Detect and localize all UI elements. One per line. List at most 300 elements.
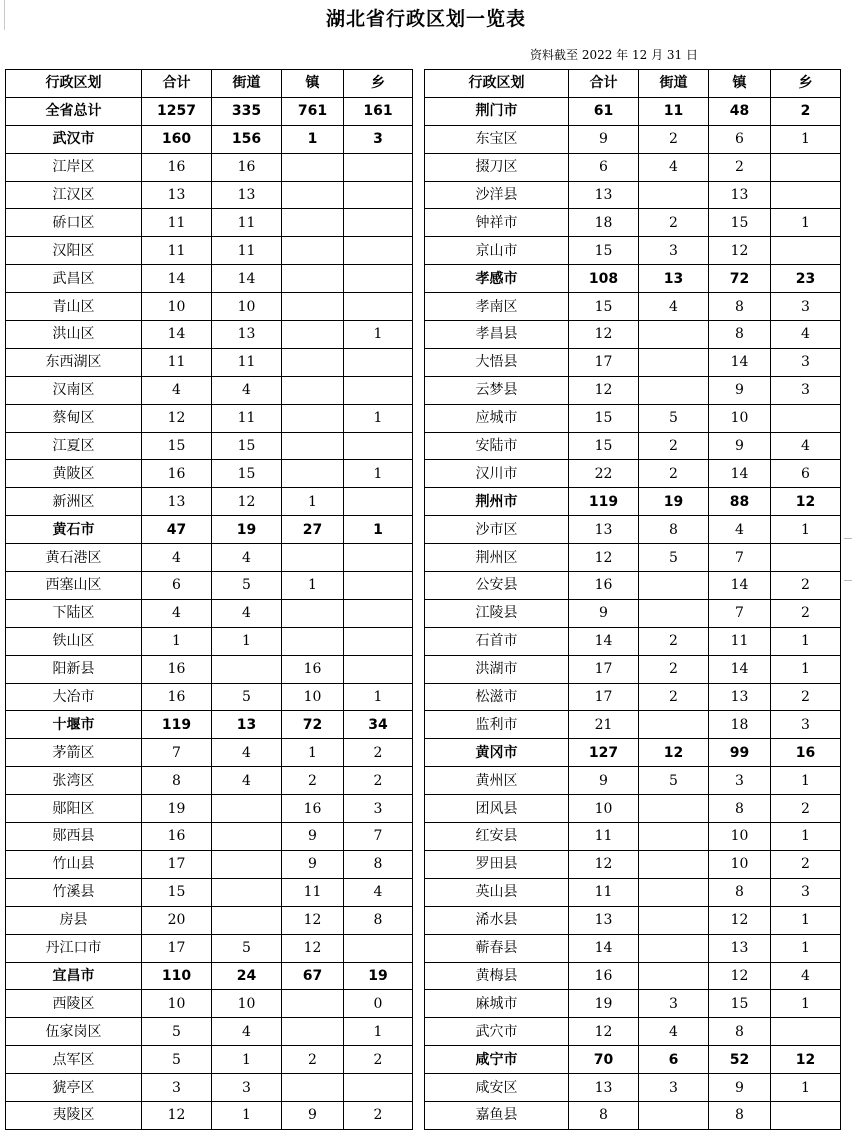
subdistrict-count: 2 bbox=[639, 683, 709, 711]
division-name: 京山市 bbox=[425, 237, 569, 265]
header-total: 合计 bbox=[569, 70, 639, 98]
total-count: 13 bbox=[142, 181, 212, 209]
township-count: 2 bbox=[771, 850, 841, 878]
total-count: 20 bbox=[142, 906, 212, 934]
township-count: 1 bbox=[771, 823, 841, 851]
total-count: 5 bbox=[142, 1018, 212, 1046]
town-count bbox=[282, 153, 344, 181]
town-count bbox=[282, 627, 344, 655]
subdistrict-count: 3 bbox=[639, 237, 709, 265]
township-count: 2 bbox=[344, 1101, 413, 1129]
total-count: 16 bbox=[142, 460, 212, 488]
subdistrict-count: 11 bbox=[639, 97, 709, 125]
town-count: 10 bbox=[709, 850, 771, 878]
total-count: 10 bbox=[142, 990, 212, 1018]
town-count: 8 bbox=[709, 1101, 771, 1129]
township-count: 1 bbox=[771, 990, 841, 1018]
table-row-city bbox=[6, 125, 413, 153]
division-name: 江汉区 bbox=[6, 181, 142, 209]
division-name: 掇刀区 bbox=[425, 153, 569, 181]
township-count: 1 bbox=[771, 209, 841, 237]
division-name: 松滋市 bbox=[425, 683, 569, 711]
town-count: 13 bbox=[709, 934, 771, 962]
division-name: 武昌区 bbox=[6, 265, 142, 293]
town-count: 9 bbox=[709, 376, 771, 404]
town-count: 9 bbox=[709, 432, 771, 460]
header-township: 乡 bbox=[771, 70, 841, 98]
total-count: 11 bbox=[142, 237, 212, 265]
town-count bbox=[282, 181, 344, 209]
table-header-row bbox=[6, 70, 413, 98]
subdistrict-count: 2 bbox=[639, 655, 709, 683]
town-count: 8 bbox=[709, 321, 771, 349]
township-count: 2 bbox=[771, 599, 841, 627]
town-count: 6 bbox=[709, 125, 771, 153]
township-count: 8 bbox=[344, 850, 413, 878]
town-count: 3 bbox=[709, 767, 771, 795]
division-name: 沙洋县 bbox=[425, 181, 569, 209]
table-row bbox=[6, 850, 413, 878]
table-row bbox=[425, 850, 841, 878]
division-name: 西陵区 bbox=[6, 990, 142, 1018]
township-count: 1 bbox=[344, 1018, 413, 1046]
table-row bbox=[6, 209, 413, 237]
town-count: 72 bbox=[709, 265, 771, 293]
town-count: 14 bbox=[709, 460, 771, 488]
town-count bbox=[282, 376, 344, 404]
town-count: 1 bbox=[282, 125, 344, 153]
town-count: 8 bbox=[709, 1018, 771, 1046]
division-name: 沙市区 bbox=[425, 516, 569, 544]
edge-mark bbox=[844, 580, 852, 581]
table-row bbox=[6, 488, 413, 516]
total-count: 70 bbox=[569, 1046, 639, 1074]
total-count: 12 bbox=[569, 1018, 639, 1046]
table-row bbox=[425, 404, 841, 432]
table-row bbox=[6, 1018, 413, 1046]
township-count: 3 bbox=[344, 125, 413, 153]
total-count: 12 bbox=[569, 544, 639, 572]
subdistrict-count: 2 bbox=[639, 125, 709, 153]
division-name: 罗田县 bbox=[425, 850, 569, 878]
town-count: 13 bbox=[709, 683, 771, 711]
subdistrict-count: 24 bbox=[212, 962, 282, 990]
town-count: 13 bbox=[709, 181, 771, 209]
division-name: 汉川市 bbox=[425, 460, 569, 488]
division-name: 伍家岗区 bbox=[6, 1018, 142, 1046]
total-count: 14 bbox=[569, 627, 639, 655]
division-name: 宜昌市 bbox=[6, 962, 142, 990]
town-count bbox=[282, 209, 344, 237]
total-count: 16 bbox=[142, 823, 212, 851]
total-count: 11 bbox=[569, 878, 639, 906]
town-count: 10 bbox=[282, 683, 344, 711]
township-count: 8 bbox=[344, 906, 413, 934]
town-count: 15 bbox=[709, 209, 771, 237]
table-row bbox=[6, 348, 413, 376]
division-name: 嘉鱼县 bbox=[425, 1101, 569, 1129]
town-count: 12 bbox=[709, 906, 771, 934]
township-count bbox=[344, 376, 413, 404]
subdistrict-count: 4 bbox=[212, 1018, 282, 1046]
table-row-city bbox=[6, 711, 413, 739]
subdistrict-count bbox=[639, 934, 709, 962]
town-count: 2 bbox=[282, 767, 344, 795]
table-row bbox=[425, 348, 841, 376]
total-count: 15 bbox=[569, 432, 639, 460]
division-name: 浠水县 bbox=[425, 906, 569, 934]
subdistrict-count: 11 bbox=[212, 209, 282, 237]
subdistrict-count: 12 bbox=[639, 739, 709, 767]
division-name: 全省总计 bbox=[6, 97, 142, 125]
township-count: 16 bbox=[771, 739, 841, 767]
township-count bbox=[771, 1101, 841, 1129]
total-count: 1257 bbox=[142, 97, 212, 125]
town-count: 10 bbox=[709, 404, 771, 432]
table-row-city bbox=[425, 97, 841, 125]
subdistrict-count: 11 bbox=[212, 237, 282, 265]
table-row bbox=[6, 265, 413, 293]
division-name: 黄石市 bbox=[6, 516, 142, 544]
header-division: 行政区划 bbox=[425, 70, 569, 98]
table-row bbox=[6, 460, 413, 488]
table-row bbox=[6, 627, 413, 655]
town-count: 67 bbox=[282, 962, 344, 990]
total-count: 11 bbox=[142, 209, 212, 237]
table-row bbox=[425, 599, 841, 627]
division-name: 武汉市 bbox=[6, 125, 142, 153]
total-count: 1 bbox=[142, 627, 212, 655]
division-name: 西塞山区 bbox=[6, 572, 142, 600]
township-count: 161 bbox=[344, 97, 413, 125]
subdistrict-count: 1 bbox=[212, 1046, 282, 1074]
total-count: 12 bbox=[142, 1101, 212, 1129]
subdistrict-count: 2 bbox=[639, 460, 709, 488]
township-count: 4 bbox=[771, 432, 841, 460]
township-count: 1 bbox=[771, 767, 841, 795]
total-count: 13 bbox=[142, 488, 212, 516]
table-row bbox=[425, 1018, 841, 1046]
division-name: 东西湖区 bbox=[6, 348, 142, 376]
township-count: 3 bbox=[771, 878, 841, 906]
township-count bbox=[344, 153, 413, 181]
total-count: 16 bbox=[142, 153, 212, 181]
subdistrict-count: 4 bbox=[212, 739, 282, 767]
division-name: 团风县 bbox=[425, 795, 569, 823]
division-name: 洪湖市 bbox=[425, 655, 569, 683]
subdistrict-count: 11 bbox=[212, 404, 282, 432]
town-count: 14 bbox=[709, 572, 771, 600]
township-count: 1 bbox=[344, 683, 413, 711]
division-name: 竹溪县 bbox=[6, 878, 142, 906]
subdistrict-count: 4 bbox=[212, 544, 282, 572]
table-row bbox=[425, 823, 841, 851]
table-row bbox=[425, 237, 841, 265]
table-row bbox=[6, 795, 413, 823]
subdistrict-count bbox=[639, 711, 709, 739]
township-count: 1 bbox=[344, 321, 413, 349]
division-name: 应城市 bbox=[425, 404, 569, 432]
total-count: 21 bbox=[569, 711, 639, 739]
subdistrict-count: 1 bbox=[212, 627, 282, 655]
town-count: 14 bbox=[709, 348, 771, 376]
town-count bbox=[282, 348, 344, 376]
town-count: 12 bbox=[709, 962, 771, 990]
header-division: 行政区划 bbox=[6, 70, 142, 98]
division-name: 大冶市 bbox=[6, 683, 142, 711]
subdistrict-count bbox=[639, 906, 709, 934]
division-name: 夷陵区 bbox=[6, 1101, 142, 1129]
township-count: 0 bbox=[344, 990, 413, 1018]
total-count: 12 bbox=[569, 376, 639, 404]
subdistrict-count: 13 bbox=[639, 265, 709, 293]
township-count: 2 bbox=[344, 767, 413, 795]
subdistrict-count bbox=[212, 655, 282, 683]
town-count bbox=[282, 990, 344, 1018]
township-count bbox=[344, 237, 413, 265]
table-row bbox=[425, 460, 841, 488]
division-name: 茅箭区 bbox=[6, 739, 142, 767]
subdistrict-count: 2 bbox=[639, 209, 709, 237]
total-count: 6 bbox=[569, 153, 639, 181]
township-count: 4 bbox=[344, 878, 413, 906]
table-row bbox=[6, 878, 413, 906]
subdistrict-count: 14 bbox=[212, 265, 282, 293]
table-row bbox=[425, 878, 841, 906]
division-name: 下陆区 bbox=[6, 599, 142, 627]
total-count: 4 bbox=[142, 544, 212, 572]
header-subdistrict: 街道 bbox=[639, 70, 709, 98]
total-count: 14 bbox=[142, 265, 212, 293]
division-name: 硚口区 bbox=[6, 209, 142, 237]
town-count: 8 bbox=[709, 878, 771, 906]
subdistrict-count: 5 bbox=[639, 767, 709, 795]
subdistrict-count bbox=[212, 878, 282, 906]
town-count: 52 bbox=[709, 1046, 771, 1074]
township-count: 3 bbox=[771, 711, 841, 739]
total-count: 9 bbox=[569, 125, 639, 153]
division-name: 竹山县 bbox=[6, 850, 142, 878]
table-row bbox=[425, 1074, 841, 1102]
town-count: 7 bbox=[709, 599, 771, 627]
table-row bbox=[6, 1101, 413, 1129]
town-count: 12 bbox=[282, 906, 344, 934]
total-count: 17 bbox=[142, 934, 212, 962]
township-count bbox=[344, 432, 413, 460]
total-count: 17 bbox=[569, 655, 639, 683]
table-row bbox=[6, 655, 413, 683]
township-count: 1 bbox=[771, 1074, 841, 1102]
subdistrict-count: 10 bbox=[212, 293, 282, 321]
total-count: 13 bbox=[569, 1074, 639, 1102]
total-count: 61 bbox=[569, 97, 639, 125]
town-count bbox=[282, 321, 344, 349]
town-count: 16 bbox=[282, 655, 344, 683]
total-count: 13 bbox=[569, 906, 639, 934]
total-count: 9 bbox=[569, 599, 639, 627]
table-row-city bbox=[425, 265, 841, 293]
township-count bbox=[344, 488, 413, 516]
division-name: 公安县 bbox=[425, 572, 569, 600]
township-count bbox=[344, 627, 413, 655]
township-count: 34 bbox=[344, 711, 413, 739]
division-name: 江陵县 bbox=[425, 599, 569, 627]
division-name: 荆州市 bbox=[425, 488, 569, 516]
division-name: 钟祥市 bbox=[425, 209, 569, 237]
total-count: 14 bbox=[569, 934, 639, 962]
town-count: 8 bbox=[709, 795, 771, 823]
division-table-left bbox=[5, 69, 413, 1130]
total-count: 15 bbox=[569, 404, 639, 432]
division-name: 黄冈市 bbox=[425, 739, 569, 767]
township-count: 3 bbox=[771, 376, 841, 404]
township-count bbox=[771, 153, 841, 181]
town-count bbox=[282, 293, 344, 321]
subdistrict-count bbox=[639, 962, 709, 990]
table-row-city bbox=[6, 962, 413, 990]
total-count: 16 bbox=[142, 655, 212, 683]
division-name: 阳新县 bbox=[6, 655, 142, 683]
table-row-city bbox=[425, 488, 841, 516]
subdistrict-count bbox=[639, 823, 709, 851]
town-count bbox=[282, 432, 344, 460]
total-count: 17 bbox=[569, 683, 639, 711]
table-row bbox=[425, 767, 841, 795]
table-row bbox=[425, 627, 841, 655]
division-name: 咸宁市 bbox=[425, 1046, 569, 1074]
subdistrict-count: 3 bbox=[212, 1074, 282, 1102]
town-count: 27 bbox=[282, 516, 344, 544]
table-row bbox=[425, 153, 841, 181]
township-count bbox=[344, 1074, 413, 1102]
township-count bbox=[344, 655, 413, 683]
subdistrict-count bbox=[212, 823, 282, 851]
table-row bbox=[6, 237, 413, 265]
table-row bbox=[6, 990, 413, 1018]
town-count: 1 bbox=[282, 572, 344, 600]
total-count: 22 bbox=[569, 460, 639, 488]
township-count bbox=[771, 1018, 841, 1046]
township-count: 1 bbox=[771, 655, 841, 683]
division-name: 点军区 bbox=[6, 1046, 142, 1074]
table-row bbox=[425, 181, 841, 209]
total-count: 11 bbox=[569, 823, 639, 851]
subdistrict-count bbox=[639, 795, 709, 823]
table-row bbox=[425, 795, 841, 823]
subdistrict-count: 6 bbox=[639, 1046, 709, 1074]
subdistrict-count bbox=[212, 906, 282, 934]
town-count: 9 bbox=[282, 850, 344, 878]
township-count: 1 bbox=[771, 125, 841, 153]
town-count: 1 bbox=[282, 488, 344, 516]
total-count: 4 bbox=[142, 376, 212, 404]
division-name: 新洲区 bbox=[6, 488, 142, 516]
town-count: 88 bbox=[709, 488, 771, 516]
township-count bbox=[771, 237, 841, 265]
table-row-city bbox=[425, 739, 841, 767]
township-count: 1 bbox=[344, 404, 413, 432]
table-row bbox=[425, 125, 841, 153]
division-name: 孝南区 bbox=[425, 293, 569, 321]
total-count: 4 bbox=[142, 599, 212, 627]
total-count: 160 bbox=[142, 125, 212, 153]
township-count bbox=[344, 181, 413, 209]
subdistrict-count: 3 bbox=[639, 990, 709, 1018]
town-count: 2 bbox=[709, 153, 771, 181]
division-name: 铁山区 bbox=[6, 627, 142, 655]
total-count: 119 bbox=[569, 488, 639, 516]
division-name: 十堰市 bbox=[6, 711, 142, 739]
township-count: 1 bbox=[771, 516, 841, 544]
division-name: 武穴市 bbox=[425, 1018, 569, 1046]
subdistrict-count: 11 bbox=[212, 348, 282, 376]
subdistrict-count bbox=[639, 599, 709, 627]
total-count: 47 bbox=[142, 516, 212, 544]
table-row bbox=[425, 990, 841, 1018]
total-count: 13 bbox=[569, 181, 639, 209]
subdistrict-count bbox=[639, 878, 709, 906]
total-count: 8 bbox=[142, 767, 212, 795]
town-count: 2 bbox=[282, 1046, 344, 1074]
division-name: 黄梅县 bbox=[425, 962, 569, 990]
township-count: 2 bbox=[771, 683, 841, 711]
subdistrict-count: 156 bbox=[212, 125, 282, 153]
township-count bbox=[344, 293, 413, 321]
division-name: 汉阳区 bbox=[6, 237, 142, 265]
subdistrict-count bbox=[639, 850, 709, 878]
division-name: 青山区 bbox=[6, 293, 142, 321]
town-count: 9 bbox=[709, 1074, 771, 1102]
township-count bbox=[771, 181, 841, 209]
subdistrict-count: 16 bbox=[212, 153, 282, 181]
town-count: 4 bbox=[709, 516, 771, 544]
subdistrict-count: 2 bbox=[639, 627, 709, 655]
table-row bbox=[6, 1046, 413, 1074]
table-row bbox=[425, 906, 841, 934]
subdistrict-count: 5 bbox=[639, 404, 709, 432]
town-count: 11 bbox=[282, 878, 344, 906]
subdistrict-count: 2 bbox=[639, 432, 709, 460]
division-name: 猇亭区 bbox=[6, 1074, 142, 1102]
division-name: 黄陂区 bbox=[6, 460, 142, 488]
town-count: 72 bbox=[282, 711, 344, 739]
total-count: 17 bbox=[569, 348, 639, 376]
town-count: 761 bbox=[282, 97, 344, 125]
total-count: 9 bbox=[569, 767, 639, 795]
table-row bbox=[425, 683, 841, 711]
table-row bbox=[6, 906, 413, 934]
township-count bbox=[344, 599, 413, 627]
total-count: 15 bbox=[142, 432, 212, 460]
township-count bbox=[344, 209, 413, 237]
table-row bbox=[6, 293, 413, 321]
subdistrict-count: 5 bbox=[212, 572, 282, 600]
total-count: 7 bbox=[142, 739, 212, 767]
division-name: 监利市 bbox=[425, 711, 569, 739]
division-name: 安陆市 bbox=[425, 432, 569, 460]
table-row bbox=[6, 1074, 413, 1102]
table-row bbox=[425, 962, 841, 990]
subdistrict-count bbox=[639, 1101, 709, 1129]
township-count: 7 bbox=[344, 823, 413, 851]
town-count bbox=[282, 404, 344, 432]
division-name: 汉南区 bbox=[6, 376, 142, 404]
township-count: 1 bbox=[771, 627, 841, 655]
division-name: 郧西县 bbox=[6, 823, 142, 851]
town-count: 1 bbox=[282, 739, 344, 767]
town-count bbox=[282, 599, 344, 627]
town-count: 16 bbox=[282, 795, 344, 823]
